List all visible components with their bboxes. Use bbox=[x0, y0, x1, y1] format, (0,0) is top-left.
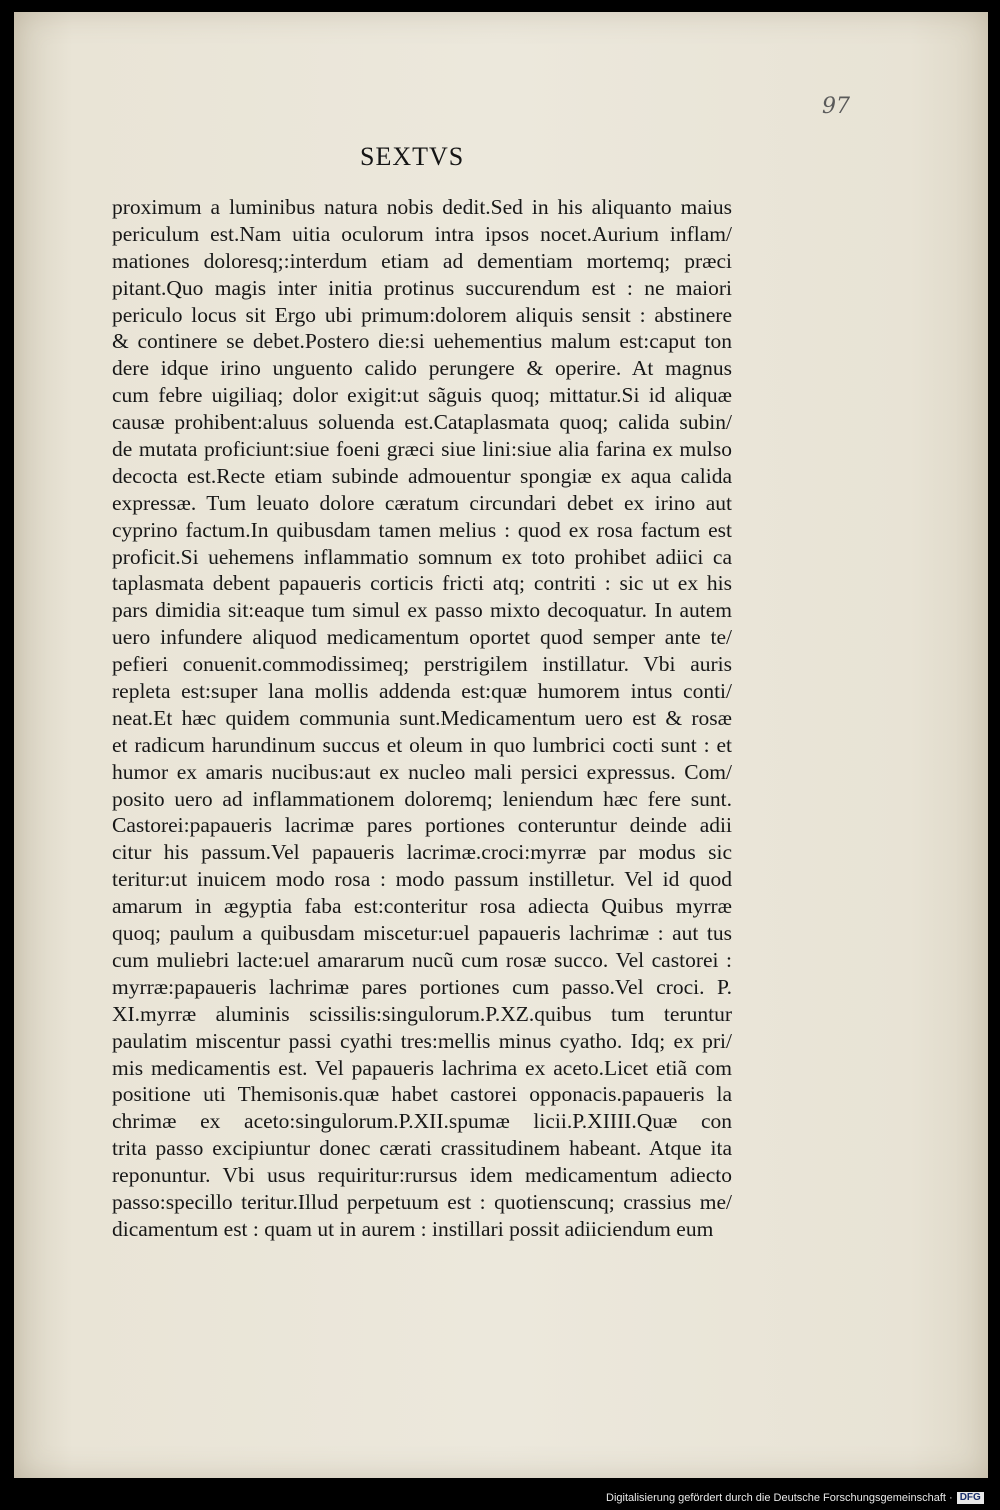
text-line: proficit.Si uehemens inflammatio somnum ex toto prohibet adiici ca bbox=[112, 544, 732, 569]
text-line: citur his passum.Vel papaueris lacrimæ.croci:myrræ par modus sic bbox=[112, 840, 732, 865]
text-line: causæ prohibent:aluus soluenda est.Cataplasmata quoq; calida subin/ bbox=[112, 410, 732, 435]
text-line: decocta est.Recte etiam subinde admouentur spongiæ ex aqua calida bbox=[112, 463, 732, 488]
text-line: cyprino factum.In quibusdam tamen melius : quod ex rosa factum est bbox=[112, 517, 732, 542]
text-block bbox=[112, 194, 732, 1243]
footer-text: Digitalisierung gefördert durch die Deutsche Forschungsgemeinschaft · bbox=[606, 1492, 953, 1504]
text-line: chrimæ ex aceto:singulorum.P.XII.spumæ licii.P.XIIII.Quæ con bbox=[112, 1109, 732, 1134]
text-line: cum muliebri lacte:uel amararum nucũ cum rosæ succo. Vel castorei : bbox=[112, 947, 732, 972]
text-line: reponuntur. Vbi usus requiritur:rursus idem medicamentum adiecto bbox=[112, 1163, 732, 1188]
text-line: mationes doloresq;:interdum etiam ad dementiam mortemq; præci bbox=[112, 248, 732, 273]
text-line: trita passo excipiuntur donec cærati crassitudinem habeant. Atque ita bbox=[112, 1136, 732, 1161]
text-line: uero infundere aliquod medicamentum oportet quod semper ante te/ bbox=[112, 625, 732, 650]
text-line: pefieri conuenit.commodissimeq; perstrigilem instillatur. Vbi auris bbox=[112, 652, 732, 677]
text-line: teritur:ut inuicem modo rosa : modo passum instilletur. Vel id quod bbox=[112, 867, 732, 892]
text-line: periculum est.Nam uitia oculorum intra ipsos nocet.Aurium inflam/ bbox=[112, 221, 732, 246]
text-line: positione uti Themisonis.quæ habet castorei opponacis.papaueris la bbox=[112, 1082, 732, 1107]
text-line: pitant.Quo magis inter initia protinus succurendum est : ne maiori bbox=[112, 275, 732, 300]
text-line: et radicum harundinum succus et oleum in quo lumbrici cocti sunt : et bbox=[112, 732, 732, 757]
text-line: dicamentum est : quam ut in aurem : instillari possit adiiciendum eum bbox=[112, 1216, 714, 1241]
text-line: repleta est:super lana mollis addenda est:quæ humorem intus conti/ bbox=[112, 679, 732, 704]
text-line: dere idque irino unguento calido perungere & operire. At magnus bbox=[112, 356, 732, 381]
text-line: periculo locus sit Ergo ubi primum:dolorem aliquis sensit : abstinere bbox=[112, 302, 732, 327]
text-line: pars dimidia sit:eaque tum simul ex passo mixto decoquatur. In autem bbox=[112, 598, 732, 623]
text-line: Castorei:papaueris lacrimæ pares portiones conteruntur deinde adii bbox=[112, 813, 732, 838]
dfg-logo: DFG bbox=[957, 1492, 984, 1504]
text-line: expressæ. Tum leuato dolore cæratum circundari debet ex irino aut bbox=[112, 490, 732, 515]
text-line: paulatim miscentur passi cyathi tres:mellis minus cyatho. Idq; ex pri/ bbox=[112, 1028, 732, 1053]
folio-number: 97 bbox=[822, 94, 850, 119]
text-line: neat.Et hæc quidem communia sunt.Medicamentum uero est & rosæ bbox=[112, 705, 732, 730]
text-line: taplasmata debent papaueris corticis fricti atq; contriti : sic ut ex his bbox=[112, 571, 732, 596]
text-line: & continere se debet.Postero die:si uehementius malum est:caput ton bbox=[112, 329, 732, 354]
book-page bbox=[14, 12, 988, 1478]
text-line: de mutata proficiunt:siue foeni græci siue lini:siue alia farina ex mulso bbox=[112, 437, 732, 462]
footer-credit bbox=[606, 1492, 984, 1504]
text-line: amarum in ægyptia faba est:conteritur rosa adiecta Quibus myrræ bbox=[112, 894, 732, 919]
text-line: passo:specillo teritur.Illud perpetuum est : quotienscunq; crassius me/ bbox=[112, 1189, 732, 1214]
text-line: proximum a luminibus natura nobis dedit.Sed in his aliquanto maius bbox=[112, 195, 732, 219]
text-line: posito uero ad inflammationem doloremq; leniendum hæc fere sunt. bbox=[112, 786, 732, 811]
running-head: SEXTVS bbox=[360, 142, 465, 171]
text-line: cum febre uigiliaq; dolor exigit:ut sãguis quoq; mittatur.Si id aliquæ bbox=[112, 383, 732, 408]
text-line: mis medicamentis est. Vel papaueris lachrima ex aceto.Licet etiã com bbox=[112, 1055, 732, 1080]
text-line: quoq; paulum a quibusdam miscetur:uel papaueris lachrimæ : aut tus bbox=[112, 921, 732, 946]
text-line: humor ex amaris nucibus:aut ex nucleo mali persici expressus. Com/ bbox=[112, 759, 732, 784]
text-line: XI.myrræ aluminis scissilis:singulorum.P.XZ.quibus tum teruntur bbox=[112, 1001, 732, 1026]
text-line: myrræ:papaueris lachrimæ pares portiones cum passo.Vel croci. P. bbox=[112, 974, 732, 999]
